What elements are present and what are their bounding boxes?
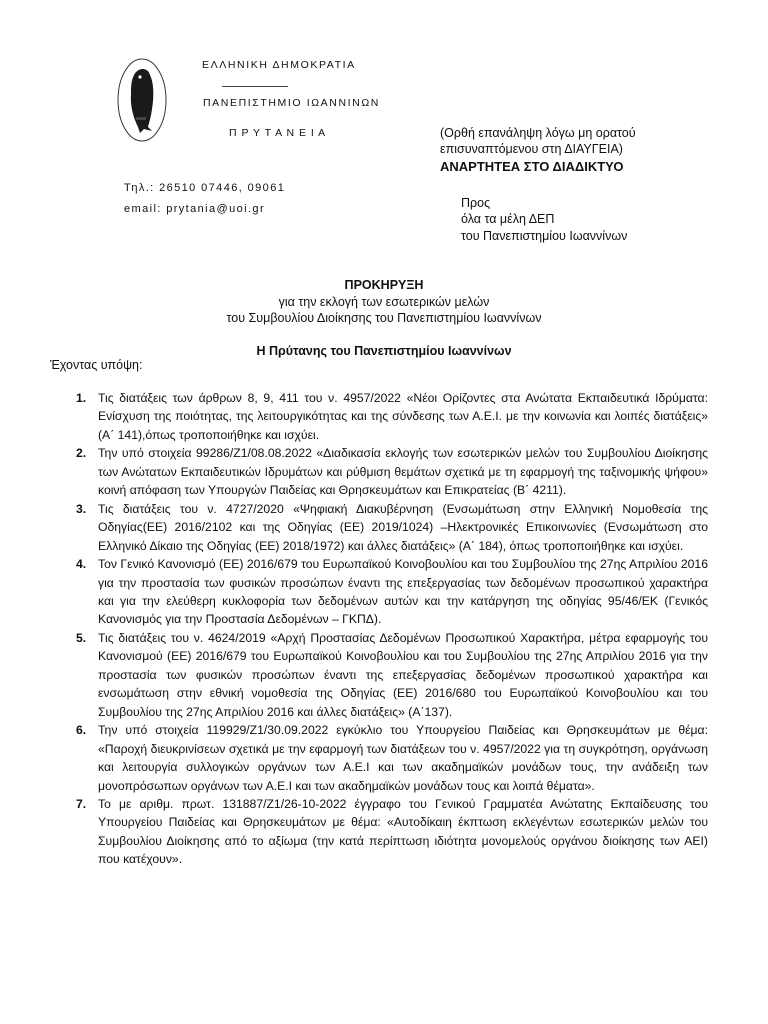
- document-subtitle-2: του Συμβουλίου Διοίκησης του Πανεπιστημίου Ιωαννίνων: [226, 311, 542, 325]
- office-label: Π Ρ Υ Τ Α Ν Ε Ι Α: [229, 127, 327, 139]
- considering-label: Έχοντας υπόψη:: [50, 358, 143, 372]
- notice-line1: (Ορθή επανάληψη λόγω μη ορατού: [440, 126, 636, 140]
- list-item-number: 5.: [76, 630, 87, 645]
- issuer-heading: Η Πρύτανης του Πανεπιστημίου Ιωαννίνων: [256, 344, 512, 358]
- phone-info: Τηλ.: 26510 07446, 09061: [124, 182, 286, 194]
- list-item-text: Την υπό στοιχεία 99286/Ζ1/08.08.2022 «Διαδικασία εκλογής των εσωτερικών μελών του Συμβουλίου Διοίκησης των Ανώτατων Εκπαιδευτικών Ιδρυμάτων και ρύθμιση θεμάτων σχετικά με τη εφαρμογή της ταξινομικής ψήφου» κοινή απόφαση των Υπουργών Παιδείας και Θρησκευμάτων και Επικρατείας (Β΄ 4211).: [98, 446, 708, 498]
- university-label: ΠΑΝΕΠΙΣΤΗΜΙΟ ΙΩΑΝΝΙΝΩΝ: [203, 97, 380, 109]
- list-item-text: Τον Γενικό Κανονισμό (ΕΕ) 2016/679 του Ευρωπαϊκού Κοινοβουλίου και του Συμβουλίου της 27ης Απριλίου 2016 για την προστασία των φυσικών προσώπων έναντι της επεξεργασίας των δεδομένων προσωπικού χαρακτήρα και για την ελεύθερη κυκλοφορία των δεδομένων αυτών και την κατάργηση της οδηγίας 95/46/ΕΚ (Γενικός Κανονισμός για την Προστασία Δεδομένων – ΓΚΠΔ).: [98, 557, 708, 627]
- recipient-to: Προς: [461, 196, 491, 210]
- notice-line2: επισυναπτόμενου στη ΔΙΑΥΓΕΙΑ): [440, 142, 623, 156]
- list-item: [76, 629, 708, 721]
- list-item-number: 2.: [76, 446, 87, 461]
- list-item: [76, 721, 708, 795]
- list-item-text: Το με αριθμ. πρωτ. 131887/Ζ1/26-10-2022 έγγραφο του Γενικού Γραμματέα Ανώτατης Εκπαίδευσης του Υπουργείου Παιδείας και Θρησκευμάτων με θέμα: «Αυτοδίκαιη έκπτωση εκλεγέντων εσωτερικών μελών του Συμβουλίου Διοίκησης από το αξίωμα (την κατά περίπτωση ιδιότητα μονομελούς οργάνου διοίκησης των ΑΕΙ) που κατέχουν».: [98, 796, 708, 867]
- list-item-number: 7.: [76, 796, 87, 811]
- list-item: [76, 444, 708, 499]
- list-item: [76, 555, 708, 629]
- header-divider: [222, 86, 288, 87]
- recipient-line2: του Πανεπιστημίου Ιωαννίνων: [461, 229, 628, 243]
- email-info: email: prytania@uoi.gr: [124, 203, 266, 215]
- document-subtitle-1: για την εκλογή των εσωτερικών μελών: [278, 295, 490, 309]
- republic-label: ΕΛΛΗΝΙΚΗ ΔΗΜΟΚΡΑΤΙΑ: [202, 59, 356, 71]
- list-item-number: 1.: [76, 391, 87, 405]
- document-title: ΠΡΟΚΗΡΥΞΗ: [344, 278, 424, 292]
- list-item: [76, 795, 708, 869]
- publish-label: ΑΝΑΡΤΗΤΕΑ ΣΤΟ ΔΙΑΔΙΚΤΥΟ: [440, 159, 624, 174]
- list-item-number: 6.: [76, 723, 87, 738]
- list-item-text: Τις διατάξεις του ν. 4624/2019 «Αρχή Προστασίας Δεδομένων Προσωπικού Χαρακτήρα, μέτρα εφαρμογής του Κανονισμού (ΕΕ) 2016/679 του Ευρωπαϊκού Κοινοβουλίου και του Συμβουλίου της 27ης Απριλίου 2016 για την προστασία των φυσικών προσώπων έναντι της επεξεργασίας δεδομένων προσωπικού χαρακτήρα και ενσωμάτωση στην εθνική νομοθεσία της Οδηγίας (ΕΕ) 2016/680 του Ευρωπαϊκού Κοινοβουλίου και του Συμβουλίου της 27ης Απριλίου 2016 και άλλες διατάξεις» (Α΄137).: [98, 630, 708, 719]
- owl-emblem-icon: [116, 57, 168, 143]
- considerations-list: [76, 389, 708, 869]
- recipient-line1: όλα τα μέλη ΔΕΠ: [461, 212, 555, 226]
- list-item: [76, 389, 708, 444]
- list-item-text: Τις διατάξεις των άρθρων 8, 9, 411 του ν. 4957/2022 «Νέοι Ορίζοντες στα Ανώτατα Εκπαιδευτικά Ιδρύματα: Ενίσχυση της ποιότητας, της λειτουργικότητας και της σύνδεσης των Α.Ε.Ι. με την κοινωνία και λοιπές διατάξεις» (Α΄ 141),όπως τροποποιήθηκε και ισχύει.: [98, 391, 708, 442]
- list-item-text: Τις διατάξεις του ν. 4727/2020 «Ψηφιακή Διακυβέρνηση (Ενσωμάτωση στην Ελληνική Νομοθεσία της Οδηγίας(ΕΕ) 2016/2102 και της Οδηγίας (ΕΕ) 2019/1024) –Ηλεκτρονικές Επικοινωνίες (Ενσωμάτωση στο Ελληνικό Δίκαιο της Οδηγίας (ΕΕ) 2018/1972) και άλλες διατάξεις» (Α΄ 184), όπως τροποποιήθηκε και ισχύει.: [98, 501, 708, 553]
- list-item-number: 3.: [76, 501, 87, 516]
- list-item: [76, 500, 708, 555]
- list-item-number: 4.: [76, 557, 87, 572]
- list-item-text: Την υπό στοιχεία 119929/Ζ1/30.09.2022 εγκύκλιο του Υπουργείου Παιδείας και Θρησκευμάτων με θέμα: «Παροχή διευκρινίσεων σχετικά με την εφαρμογή των διατάξεων του ν. 4957/2022 για τη συγκρότηση, οργάνωση και λειτουργία συλλογικών οργάνων των Α.Ε.Ι και των ακαδημαϊκών μονάδων τους, την ανάδειξη των μονοπρόσωπων οργάνων των Α.Ε.Ι και των ακαδημαϊκών μονάδων τους και λοιπά θέματα».: [98, 723, 708, 793]
